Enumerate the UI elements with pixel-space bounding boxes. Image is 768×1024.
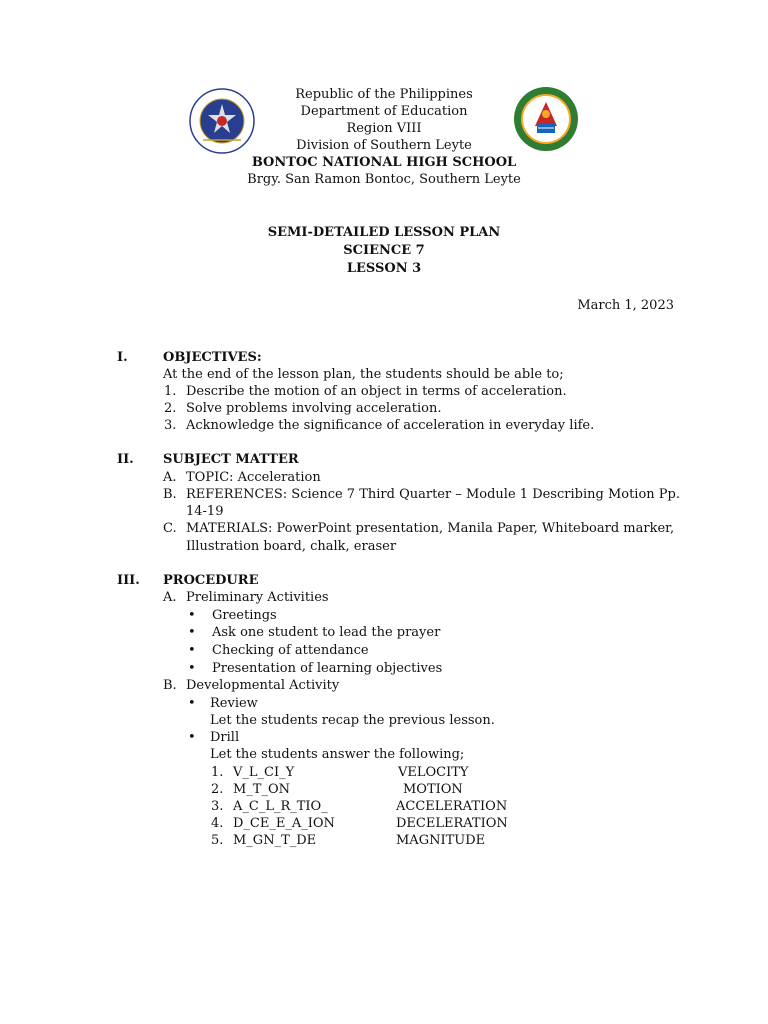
letterhead-school: BONTOC NATIONAL HIGH SCHOOL: [251, 155, 517, 170]
subject-heading: SUBJECT MATTER: [163, 452, 299, 467]
letterhead-division: Division of Southern Leyte: [296, 138, 472, 153]
drill-number: 3.: [211, 799, 224, 814]
drill-number: 1.: [211, 765, 224, 780]
bullet: •: [188, 661, 196, 676]
drill-answer: DECELERATION: [396, 816, 508, 831]
preliminary-item: Ask one student to lead the prayer: [212, 625, 441, 640]
procedure-numeral: III.: [117, 573, 140, 588]
subject-materials: MATERIALS: PowerPoint presentation, Manila Paper, Whiteboard marker,: [186, 521, 675, 536]
preliminary-item: Greetings: [212, 608, 277, 623]
drill-instructions: Let the students answer the following;: [210, 747, 465, 762]
bullet: •: [188, 696, 196, 711]
subject-references: REFERENCES: Science 7 Third Quarter – Module 1 Describing Motion Pp.: [186, 487, 680, 502]
letterhead-department: Department of Education: [300, 104, 468, 119]
drill-number: 2.: [211, 782, 224, 797]
objectives-heading: OBJECTIVES:: [163, 350, 262, 365]
letterhead-republic: Republic of the Philippines: [295, 87, 473, 102]
procedure-preliminary: Preliminary Activities: [186, 590, 329, 605]
title-lesson-plan: SEMI-DETAILED LESSON PLAN: [267, 225, 501, 240]
subject-numeral: II.: [117, 452, 134, 467]
objective-number: 3.: [164, 418, 177, 433]
title-lesson-number: LESSON 3: [346, 261, 422, 276]
review-label: Review: [210, 696, 258, 711]
drill-question: M_T_ON: [233, 782, 291, 797]
subject-letter-b: B.: [163, 487, 177, 502]
objective-text: Acknowledge the significance of acceleration in everyday life.: [186, 418, 595, 433]
bullet: •: [188, 643, 196, 658]
procedure-letter-a: A.: [163, 590, 177, 605]
drill-label: Drill: [210, 730, 240, 745]
objective-number: 1.: [164, 384, 177, 399]
drill-question: D_CE_E_A_ION: [233, 816, 335, 831]
subject-letter-c: C.: [163, 521, 177, 536]
procedure-heading: PROCEDURE: [163, 573, 259, 588]
drill-answer: MOTION: [403, 782, 463, 797]
drill-answer: ACCELERATION: [396, 799, 508, 814]
preliminary-item: Presentation of learning objectives: [212, 661, 443, 676]
title-subject: SCIENCE 7: [343, 243, 425, 258]
letterhead-address: Brgy. San Ramon Bontoc, Southern Leyte: [247, 172, 521, 187]
subject-topic: TOPIC: Acceleration: [186, 470, 321, 485]
subject-references-pages: 14-19: [186, 504, 224, 519]
subject-letter-a: A.: [163, 470, 177, 485]
drill-answer: VELOCITY: [398, 765, 469, 780]
objective-text: Describe the motion of an object in terms of acceleration.: [186, 384, 567, 399]
subject-materials-cont: Illustration board, chalk, eraser: [186, 539, 397, 554]
objectives-intro: At the end of the lesson plan, the students should be able to;: [163, 367, 564, 382]
drill-question: V_L_CI_Y: [233, 765, 295, 780]
objective-text: Solve problems involving acceleration.: [186, 401, 442, 416]
bullet: •: [188, 608, 196, 623]
drill-question: A_C_L_R_TIO_: [233, 799, 328, 814]
preliminary-item: Checking of attendance: [212, 643, 369, 658]
letterhead-region: Region VIII: [346, 121, 422, 136]
objectives-numeral: I.: [117, 350, 128, 365]
drill-answer: MAGNITUDE: [396, 833, 486, 848]
drill-number: 4.: [211, 816, 224, 831]
drill-question: M_GN_T_DE: [233, 833, 317, 848]
objective-number: 2.: [164, 401, 177, 416]
review-text: Let the students recap the previous lesson.: [210, 713, 495, 728]
bullet: •: [188, 625, 196, 640]
date: March 1, 2023: [577, 298, 674, 313]
drill-number: 5.: [211, 833, 224, 848]
letterhead: [234, 86, 534, 188]
bullet: •: [188, 730, 196, 745]
procedure-developmental: Developmental Activity: [186, 678, 340, 693]
procedure-letter-b: B.: [163, 678, 177, 693]
